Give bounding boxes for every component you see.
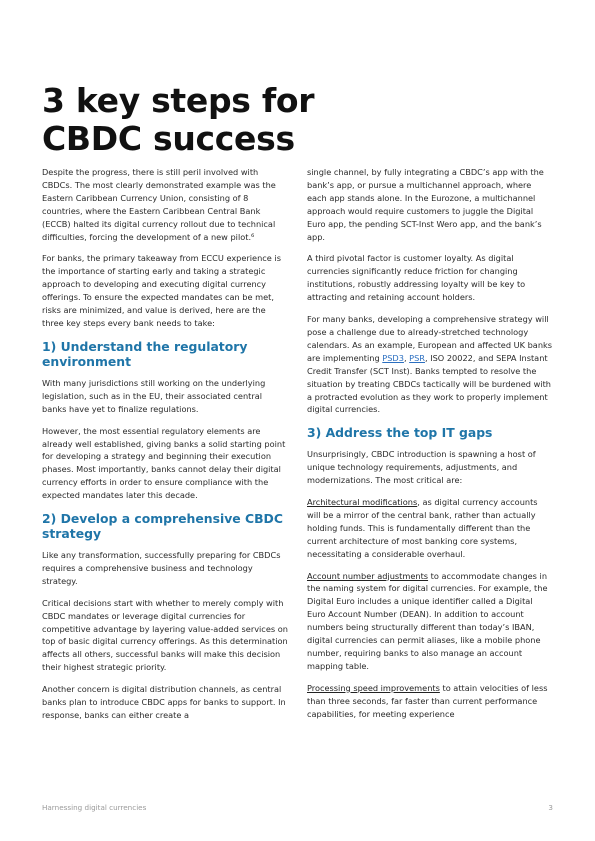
paragraph: Like any transformation, successfully preparing for CBDCs requires a comprehensive business and technology strategy.	[42, 550, 281, 586]
section-heading-1: 1) Understand the regulatory environment	[42, 338, 248, 369]
underlined-term: Architectural modifications	[307, 497, 418, 508]
underlined-term: Processing speed improvements	[307, 682, 440, 693]
footer-title: Harnessing digital currencies	[42, 803, 147, 812]
section-heading-2: 2) Develop a comprehensive CBDC strategy	[42, 511, 283, 542]
left-column	[42, 166, 288, 731]
text-run: to accommodate changes in the naming system for digital currencies. For example, the Digital Euro includes a unique identifier called a Digital Euro Account Number (DEAN). In addition to account numbers being structurally different than today’s IBAN, digital currencies can permit aliases, like a mobile phone number, requiring banks to also manage an account mapping table.	[307, 570, 548, 671]
page-title: 3 key steps for CBDC success	[42, 81, 315, 158]
right-column	[307, 166, 553, 730]
underlined-term: Account number adjustments	[307, 570, 429, 581]
psr-link[interactable]: PSR	[409, 352, 425, 363]
page-footer	[42, 803, 553, 812]
paragraph: Another concern is digital distribution channels, as central banks plan to introduce CBDC apps for banks to support. In response, banks can either create a	[42, 684, 286, 720]
paragraph: A third pivotal factor is customer loyalty. As digital currencies significantly reduce friction for changing institutions, robustly addressing loyalty will be key to attracting and retaining account holders.	[307, 253, 526, 303]
text-run: to attain velocities of less than three seconds, far faster than current performance capabilities, for meeting experience	[307, 682, 548, 719]
paragraph	[307, 570, 553, 673]
text-run: For many banks, developing a comprehensive strategy will pose a challenge due to already-stretched technology calendars. As an example, European and affected UK banks are implementing	[307, 314, 553, 363]
psd3-link[interactable]: PSD3	[382, 352, 404, 363]
paragraph: Critical decisions start with whether to merely comply with CBDC mandates or leverage digital currencies for competitive advantage by layering value-added services on top of basic digital currency offerings. As this determination affects all others, successful banks will make this decision their highest strategic priority.	[42, 597, 288, 673]
paragraph: With many jurisdictions still working on the underlying legislation, such as in the EU, their associated central banks have yet to finalize regulations.	[42, 377, 266, 414]
paragraph: However, the most essential regulatory elements are already well established, giving banks a solid starting point for developing a strategy and beginning their execution phases. Most importantly, banks cannot delay their digital currency efforts in order to ensure compliance with the expected mandates later this decade.	[42, 425, 286, 501]
paragraph: single channel, by fully integrating a CBDC’s app with the bank’s app, or pursue a multichannel approach, where each app stands alone. In the Eurozone, a multichannel approach would require customers to juggle the Digital Euro app, the pending SCT-Inst Wero app, and the bank’s app.	[307, 167, 544, 242]
paragraph	[307, 496, 553, 561]
paragraph	[307, 682, 553, 721]
text-run: ,	[403, 352, 410, 363]
paragraph: Despite the progress, there is still peril involved with CBDCs. The most clearly demonstrated example was the Eastern Caribbean Currency Union, consisting of 8 countries, where the Eastern Caribbean Central Bank (ECCB) halted its digital currency rollout due to technical difficulties, forcing the development of a new pilot.⁶	[42, 167, 276, 242]
text-run: , ISO 20022, and SEPA Instant Credit Transfer (SCT Inst). Banks tempted to resolve the situation by treating CBDCs tactically will be burdened with a protracted evolution as they work to properly implement digital currencies.	[307, 352, 551, 415]
paragraph: For banks, the primary takeaway from ECCU experience is the importance of starting early and taking a strategic approach to developing and executing digital currency offerings. To ensure the expected mandates can be met, risks are minimized, and value is derived, here are the three key steps every bank needs to take:	[42, 253, 281, 328]
page-number: 3	[548, 803, 553, 812]
text-run: , as digital currency accounts will be a mirror of the central bank, rather than actually holding funds. This is fundamentally different than the current architecture of most banking core systems, necessitating a considerable overhaul.	[307, 497, 538, 559]
paragraph	[307, 313, 553, 416]
section-heading-3: 3) Address the top IT gaps	[307, 425, 493, 441]
paragraph: Unsurprisingly, CBDC introduction is spawning a host of unique technology requirements, adjustments, and modernizations. The most critical are:	[307, 449, 536, 486]
